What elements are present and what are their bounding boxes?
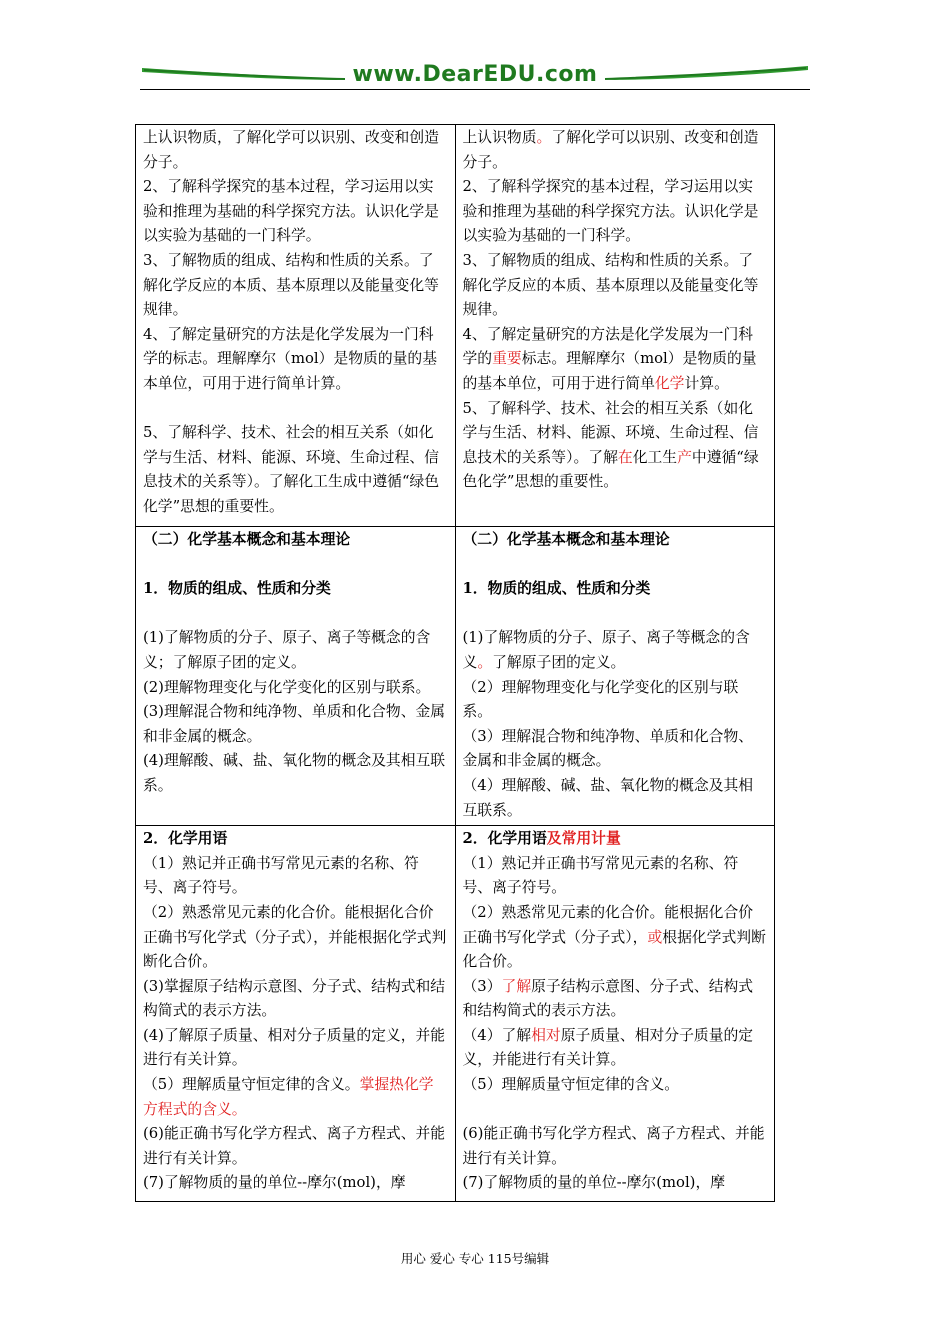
paragraph: 4、了解定量研究的方法是化学发展为一门科学的重要标志。理解摩尔（mol）是物质的量的基本单位，可用于进行简单化学计算。 <box>462 325 757 392</box>
list-item: (7)了解物质的量的单位--摩尔(mol)，摩 <box>143 1174 406 1192</box>
spacer <box>463 1098 768 1123</box>
left-cell <box>136 125 456 527</box>
paragraph: 上认识物质。了解化学可以识别、改变和创造分子。 <box>462 129 759 171</box>
paragraph: 3、了解物质的组成、结构和性质的关系。了解化学反应的本质、基本原理以及能量变化等规律。 <box>462 251 759 319</box>
left-cell <box>136 527 456 826</box>
spacer <box>143 602 448 627</box>
list-item: （4）了解相对原子质量、相对分子质量的定义，并能进行有关计算。 <box>462 1026 754 1069</box>
right-cell <box>455 125 775 527</box>
list-item: （3）了解原子结构示意图、分子式、结构式和结构简式的表示方法。 <box>462 977 754 1020</box>
table-row <box>136 826 775 1202</box>
list-item: (3)掌握原子结构示意图、分子式、结构式和结构简式的表示方法。 <box>143 977 446 1020</box>
left-cell <box>136 826 456 1202</box>
subsection-heading: 1．物质的组成、性质和分类 <box>462 580 651 598</box>
list-item: （1）熟记并正确书写常见元素的名称、符号、离子符号。 <box>462 854 739 897</box>
syllabus-comparison-table <box>135 124 775 1202</box>
list-item: （5）理解质量守恒定律的含义。 <box>462 1076 680 1094</box>
list-item: （4）理解酸、碱、盐、氧化物的概念及其相互联系。 <box>462 776 754 819</box>
list-item: (6)能正确书写化学方程式、离子方程式、并能进行有关计算。 <box>462 1125 765 1167</box>
section-heading: （二）化学基本概念和基本理论 <box>143 531 351 548</box>
subsection-heading: 2．化学用语及常用计量 <box>462 830 621 848</box>
site-logo-text: www.DearEDU.com <box>352 62 598 87</box>
list-item: (7)了解物质的量的单位--摩尔(mol)，摩 <box>462 1174 726 1192</box>
paragraph: 5、了解科学、技术、社会的相互关系（如化学与生活、材料、能源、环境、生命过程、信息技术的关系等）。了解化工生成中遵循“绿色化学”思想的重要性。 <box>143 424 440 515</box>
list-item: （2）熟悉常见元素的化合价。能根据化合价正确书写化学式（分子式），或根据化学式判断化合价。 <box>462 903 766 971</box>
table-row <box>136 125 775 527</box>
list-item: （3）理解混合物和纯净物、单质和化合物、金属和非金属的概念。 <box>462 727 754 770</box>
right-cell <box>455 527 775 826</box>
page-footer: 用心 爱心 专心 115号编辑 <box>400 1251 550 1266</box>
spacer <box>463 553 768 578</box>
subsection-heading: 2．化学用语 <box>143 830 228 848</box>
list-item: (2)理解物理变化与化学变化的区别与联系。 <box>143 678 431 696</box>
paragraph: 2、了解科学探究的基本过程，学习运用以实验和推理为基础的科学探究方法。认识化学是以实验为基础的一门科学。 <box>462 178 759 245</box>
paragraph: 5、了解科学、技术、社会的相互关系（如化学与生活、材料、能源、环境、生命过程、信息技术的关系等）。了解在化工生产中遵循“绿色化学”思想的重要性。 <box>462 399 759 491</box>
list-item: （2）熟悉常见元素的化合价。能根据化合价正确书写化学式（分子式），并能根据化学式判断化合价。 <box>143 903 447 971</box>
spacer <box>143 397 448 422</box>
paragraph: 3、了解物质的组成、结构和性质的关系。了解化学反应的本质、基本原理以及能量变化等规律。 <box>143 251 439 319</box>
paragraph: 4、了解定量研究的方法是化学发展为一门科学的标志。理解摩尔（mol）是物质的量的基本单位，可用于进行简单计算。 <box>143 325 438 392</box>
list-item: (1)了解物质的分子、原子、离子等概念的含义。了解原子团的定义。 <box>462 629 750 671</box>
list-item: （5）理解质量守恒定律的含义。掌握热化学方程式的含义。 <box>143 1076 434 1118</box>
section-heading: （二）化学基本概念和基本理论 <box>462 531 670 548</box>
list-item: （2）理解物理变化与化学变化的区别与联系。 <box>462 678 739 721</box>
header-rule <box>140 89 810 90</box>
subsection-heading: 1．物质的组成、性质和分类 <box>143 580 331 598</box>
table-row <box>136 527 775 826</box>
spacer <box>463 602 768 627</box>
paragraph: 2、了解科学探究的基本过程，学习运用以实验和推理为基础的科学探究方法。认识化学是以实验为基础的一门科学。 <box>143 178 439 245</box>
paragraph: 上认识物质，了解化学可以识别、改变和创造分子。 <box>143 129 439 171</box>
list-item: (6)能正确书写化学方程式、离子方程式、并能进行有关计算。 <box>143 1125 446 1167</box>
right-cell <box>455 826 775 1202</box>
list-item: (4)了解原子质量、相对分子质量的定义，并能进行有关计算。 <box>143 1026 446 1069</box>
list-item: (4)理解酸、碱、盐、氧化物的概念及其相互联系。 <box>143 752 446 794</box>
list-item: (1)了解物质的分子、原子、离子等概念的含义；了解原子团的定义。 <box>143 629 431 671</box>
list-item: （1）熟记并正确书写常见元素的名称、符号、离子符号。 <box>143 854 419 897</box>
spacer <box>143 553 448 578</box>
list-item: (3)理解混合物和纯净物、单质和化合物、金属和非金属的概念。 <box>143 703 446 745</box>
page-header <box>140 56 810 96</box>
